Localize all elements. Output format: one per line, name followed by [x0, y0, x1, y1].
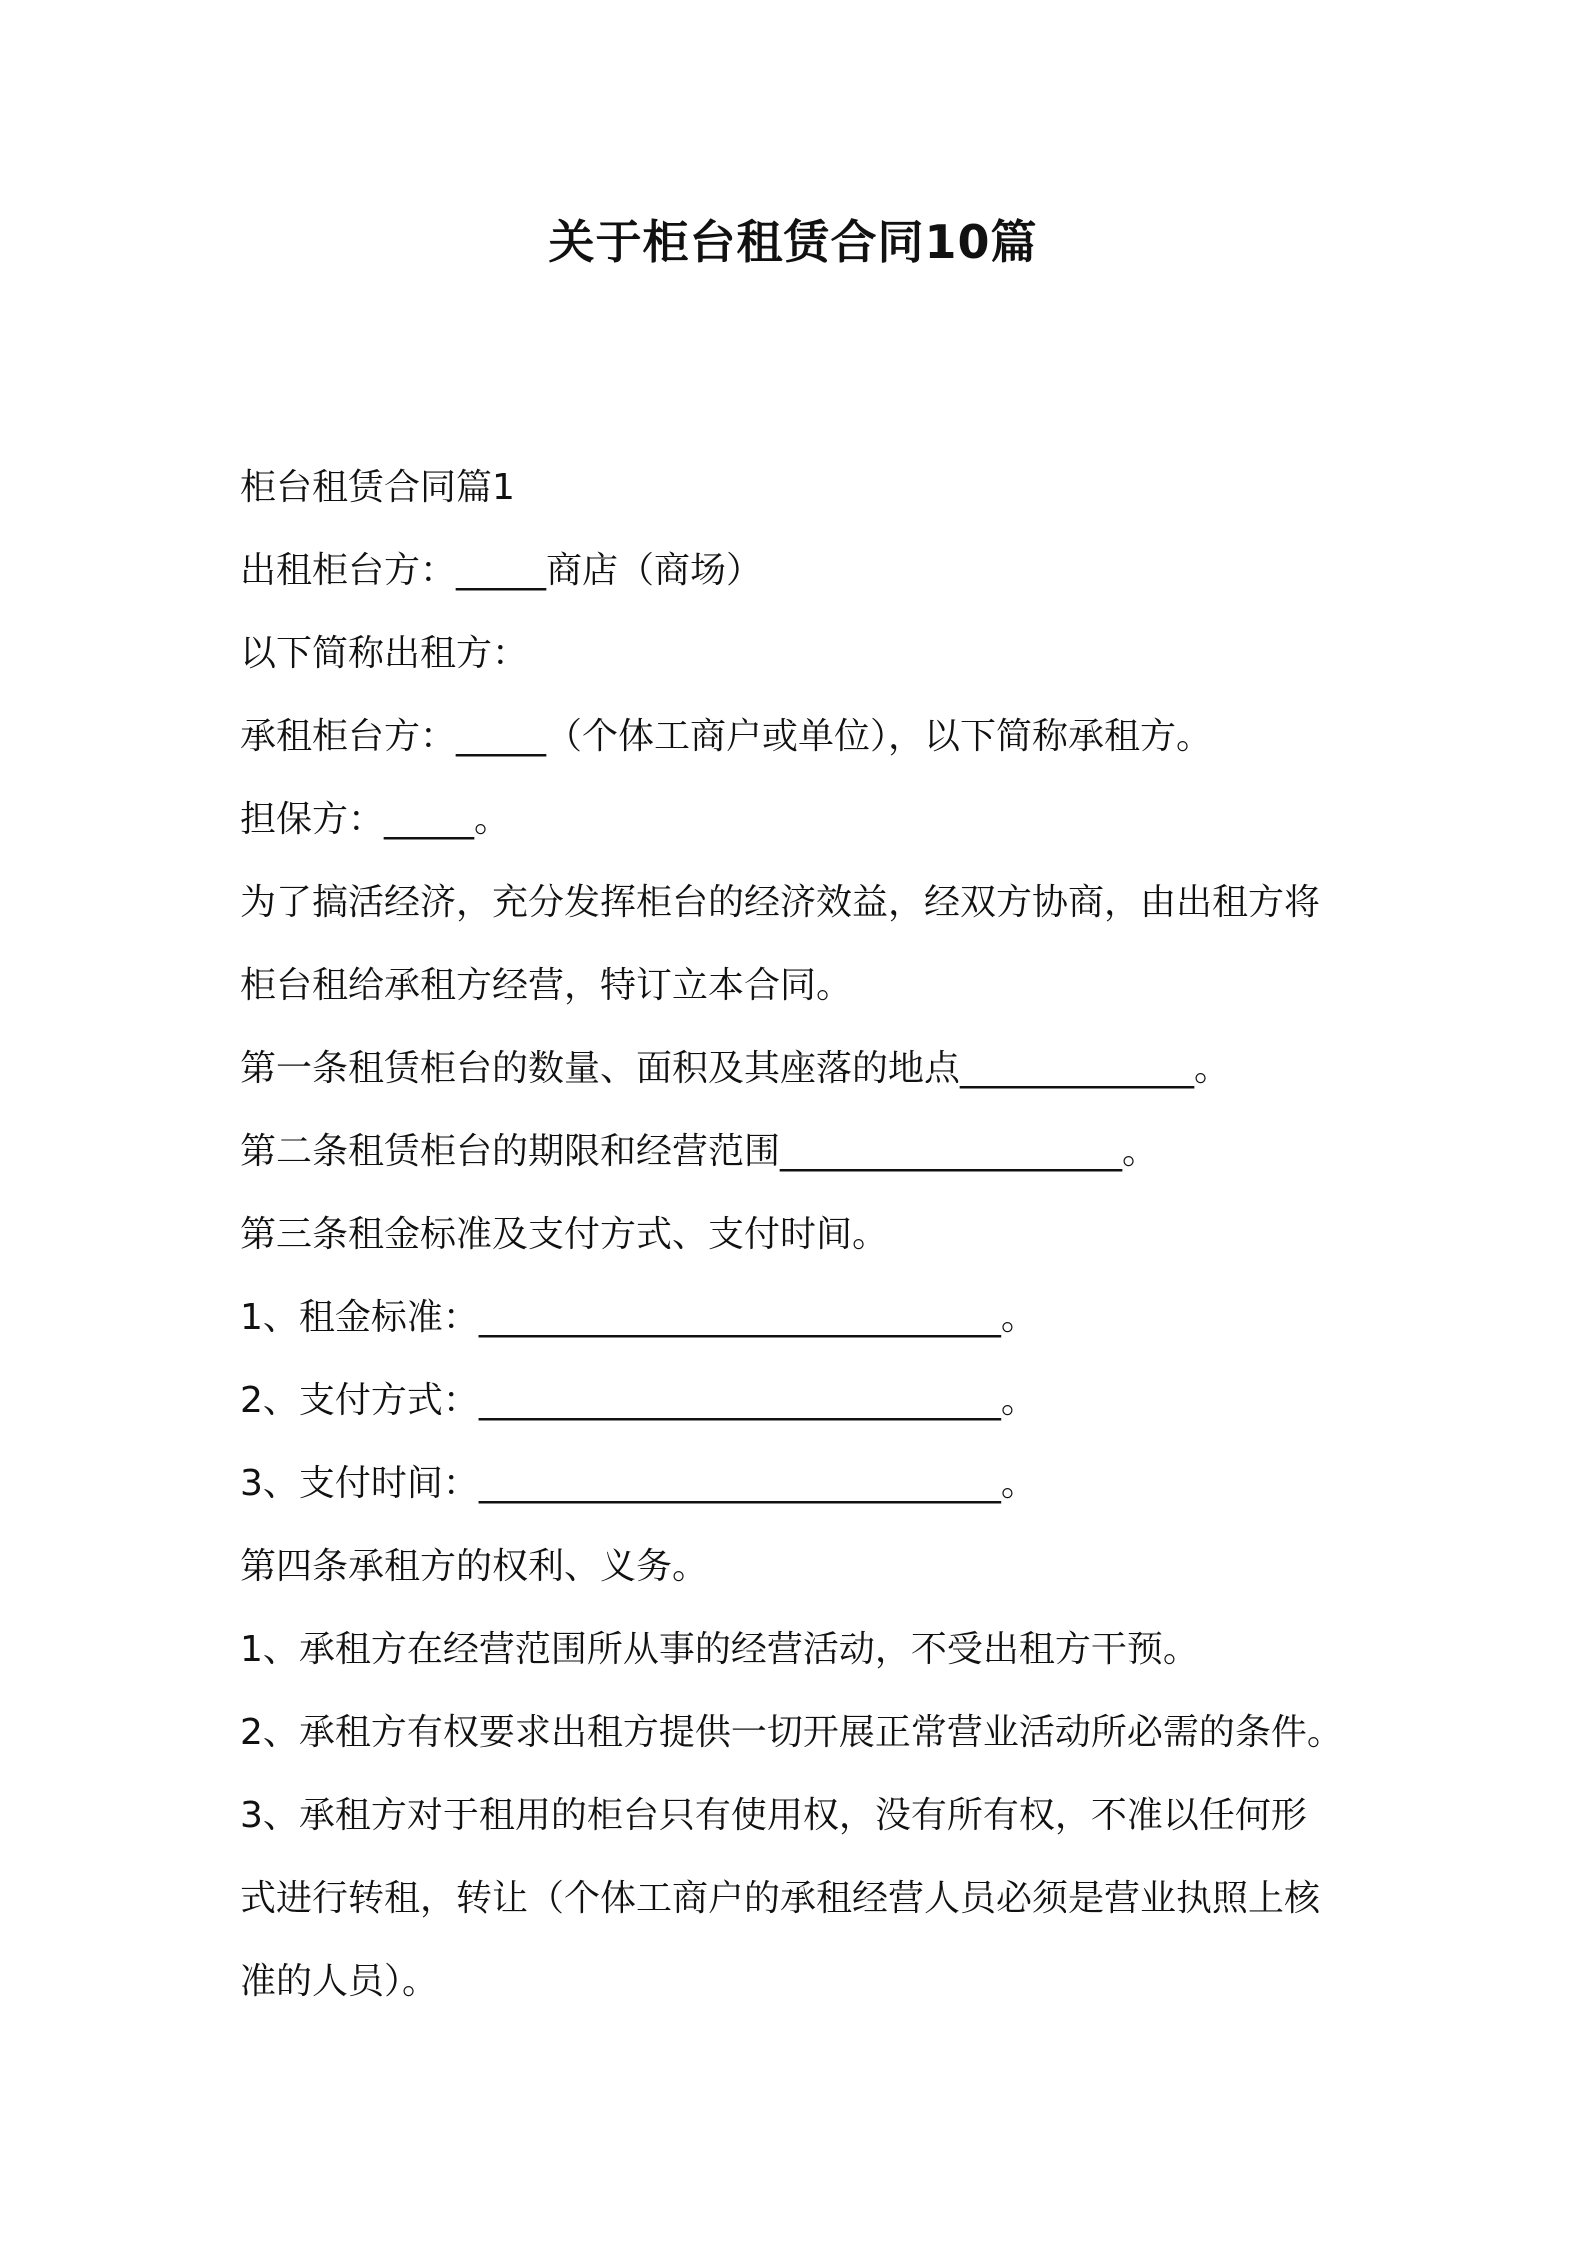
- paragraph-line: 担保方：_____。: [240, 799, 511, 840]
- paragraph-line: 3、支付时间：_____________________________。: [240, 1463, 1037, 1504]
- paragraph-line: 柜台租给承租方经营，特订立本合同。: [240, 965, 853, 1006]
- paragraph-line: 式进行转租，转让（个体工商户的承租经营人员必须是营业执照上核: [240, 1878, 1321, 1919]
- paragraph-line: 第二条租赁柜台的期限和经营范围___________________。: [240, 1131, 1159, 1172]
- paragraph-line: 2、支付方式：_____________________________。: [240, 1380, 1037, 1421]
- document-title: 关于柜台租赁合同10篇: [548, 215, 1038, 269]
- paragraph-line: 准的人员）。: [240, 1961, 439, 2002]
- paragraph-line: 第三条租金标准及支付方式、支付时间。: [240, 1214, 889, 1255]
- paragraph-line: 3、承租方对于租用的柜台只有使用权，没有所有权，不准以任何形: [240, 1795, 1307, 1836]
- paragraph-line: 承租柜台方：_____（个体工商户或单位），以下简称承租方。: [240, 716, 1213, 757]
- paragraph-line: 出租柜台方：_____商店（商场）: [240, 550, 763, 591]
- paragraph-line: 第一条租赁柜台的数量、面积及其座落的地点_____________。: [240, 1048, 1231, 1089]
- paragraph-line: 以下简称出租方：: [240, 633, 529, 674]
- paragraph-line: 第四条承租方的权利、义务。: [240, 1546, 709, 1587]
- paragraph-line: 为了搞活经济，充分发挥柜台的经济效益，经双方协商，由出租方将: [240, 882, 1321, 923]
- paragraph-line: 1、承租方在经营范围所从事的经营活动，不受出租方干预。: [240, 1629, 1199, 1670]
- document-body: [240, 446, 1410, 2023]
- paragraph-line: 1、租金标准：_____________________________。: [240, 1297, 1037, 1338]
- section-heading: 柜台租赁合同篇1: [240, 467, 515, 508]
- paragraph-line: 2、承租方有权要求出租方提供一切开展正常营业活动所必需的条件。: [240, 1712, 1343, 1753]
